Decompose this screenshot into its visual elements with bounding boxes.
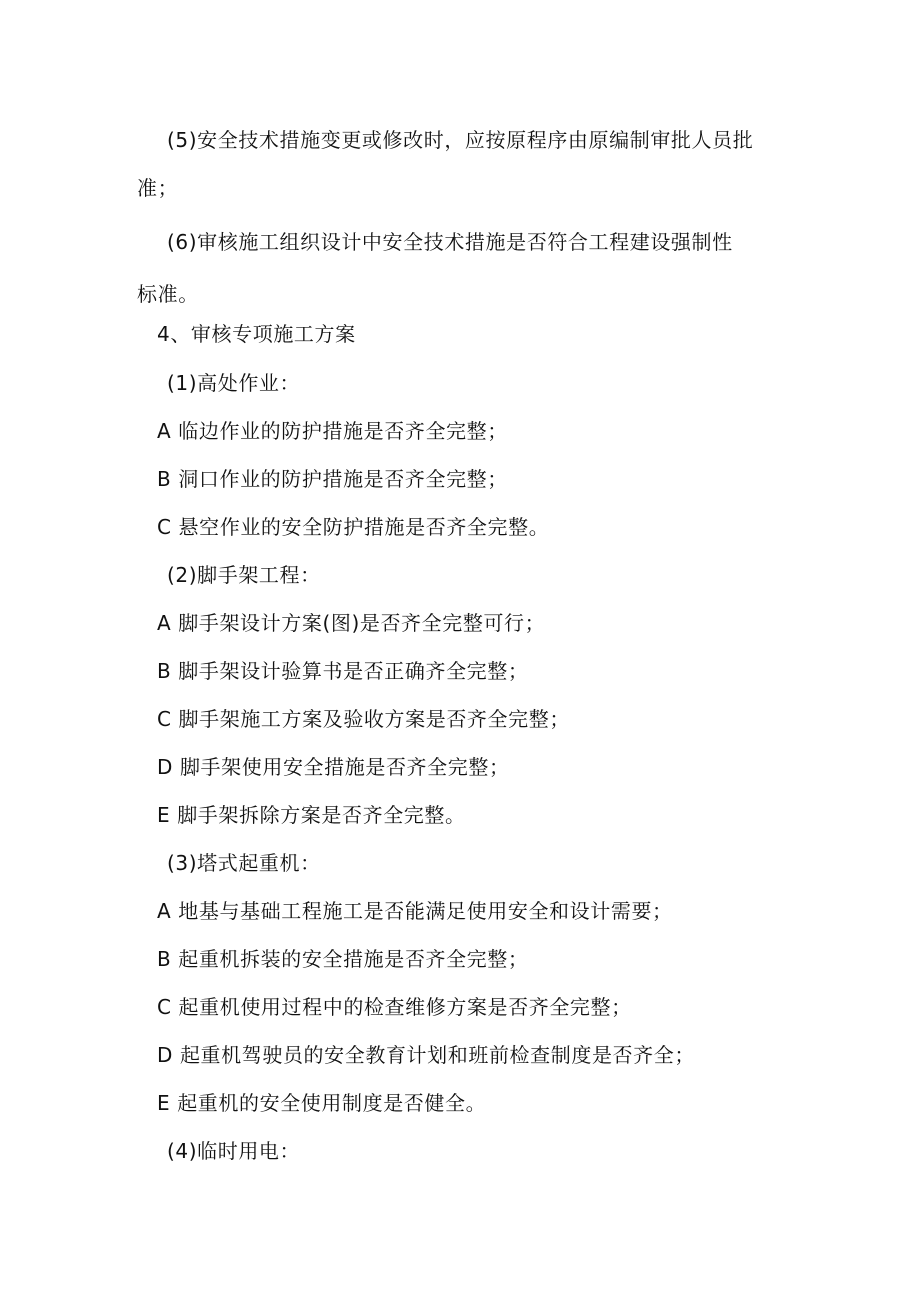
paragraph-6-line-2: 标准。 xyxy=(137,282,199,306)
paragraph-6-line-1: (6)审核施工组织设计中安全技术措施是否符合工程建设强制性 xyxy=(167,230,733,254)
subsection-3-heading: (3)塔式起重机： xyxy=(167,851,321,875)
section-heading: 4、审核专项施工方案 xyxy=(157,322,356,346)
list-item: B 洞口作业的防护措施是否齐全完整； xyxy=(157,467,508,491)
paragraph-5-line-1: (5)安全技术措施变更或修改时，应按原程序由原编制审批人员批 xyxy=(167,128,754,152)
list-item: B 起重机拆装的安全措施是否齐全完整； xyxy=(157,947,529,971)
paragraph-5-line-2: 准； xyxy=(137,176,179,200)
list-item: E 起重机的安全使用制度是否健全。 xyxy=(157,1091,487,1115)
subsection-4-heading: (4)临时用电： xyxy=(167,1139,301,1163)
list-item: C 脚手架施工方案及验收方案是否齐全完整； xyxy=(157,707,570,731)
list-item: D 起重机驾驶员的安全教育计划和班前检查制度是否齐全； xyxy=(157,1043,695,1067)
list-item: A 地基与基础工程施工是否能满足使用安全和设计需要； xyxy=(157,899,673,923)
list-item: C 悬空作业的安全防护措施是否齐全完整。 xyxy=(157,515,550,539)
subsection-1-heading: (1)高处作业： xyxy=(167,371,301,395)
list-item: A 脚手架设计方案(图)是否齐全完整可行； xyxy=(157,611,546,635)
list-item: A 临边作业的防护措施是否齐全完整； xyxy=(157,419,508,443)
list-item: C 起重机使用过程中的检查维修方案是否齐全完整； xyxy=(157,995,632,1019)
list-item: E 脚手架拆除方案是否齐全完整。 xyxy=(157,803,466,827)
subsection-2-heading: (2)脚手架工程： xyxy=(167,563,321,587)
list-item: B 脚手架设计验算书是否正确齐全完整； xyxy=(157,659,529,683)
list-item: D 脚手架使用安全措施是否齐全完整； xyxy=(157,755,510,779)
